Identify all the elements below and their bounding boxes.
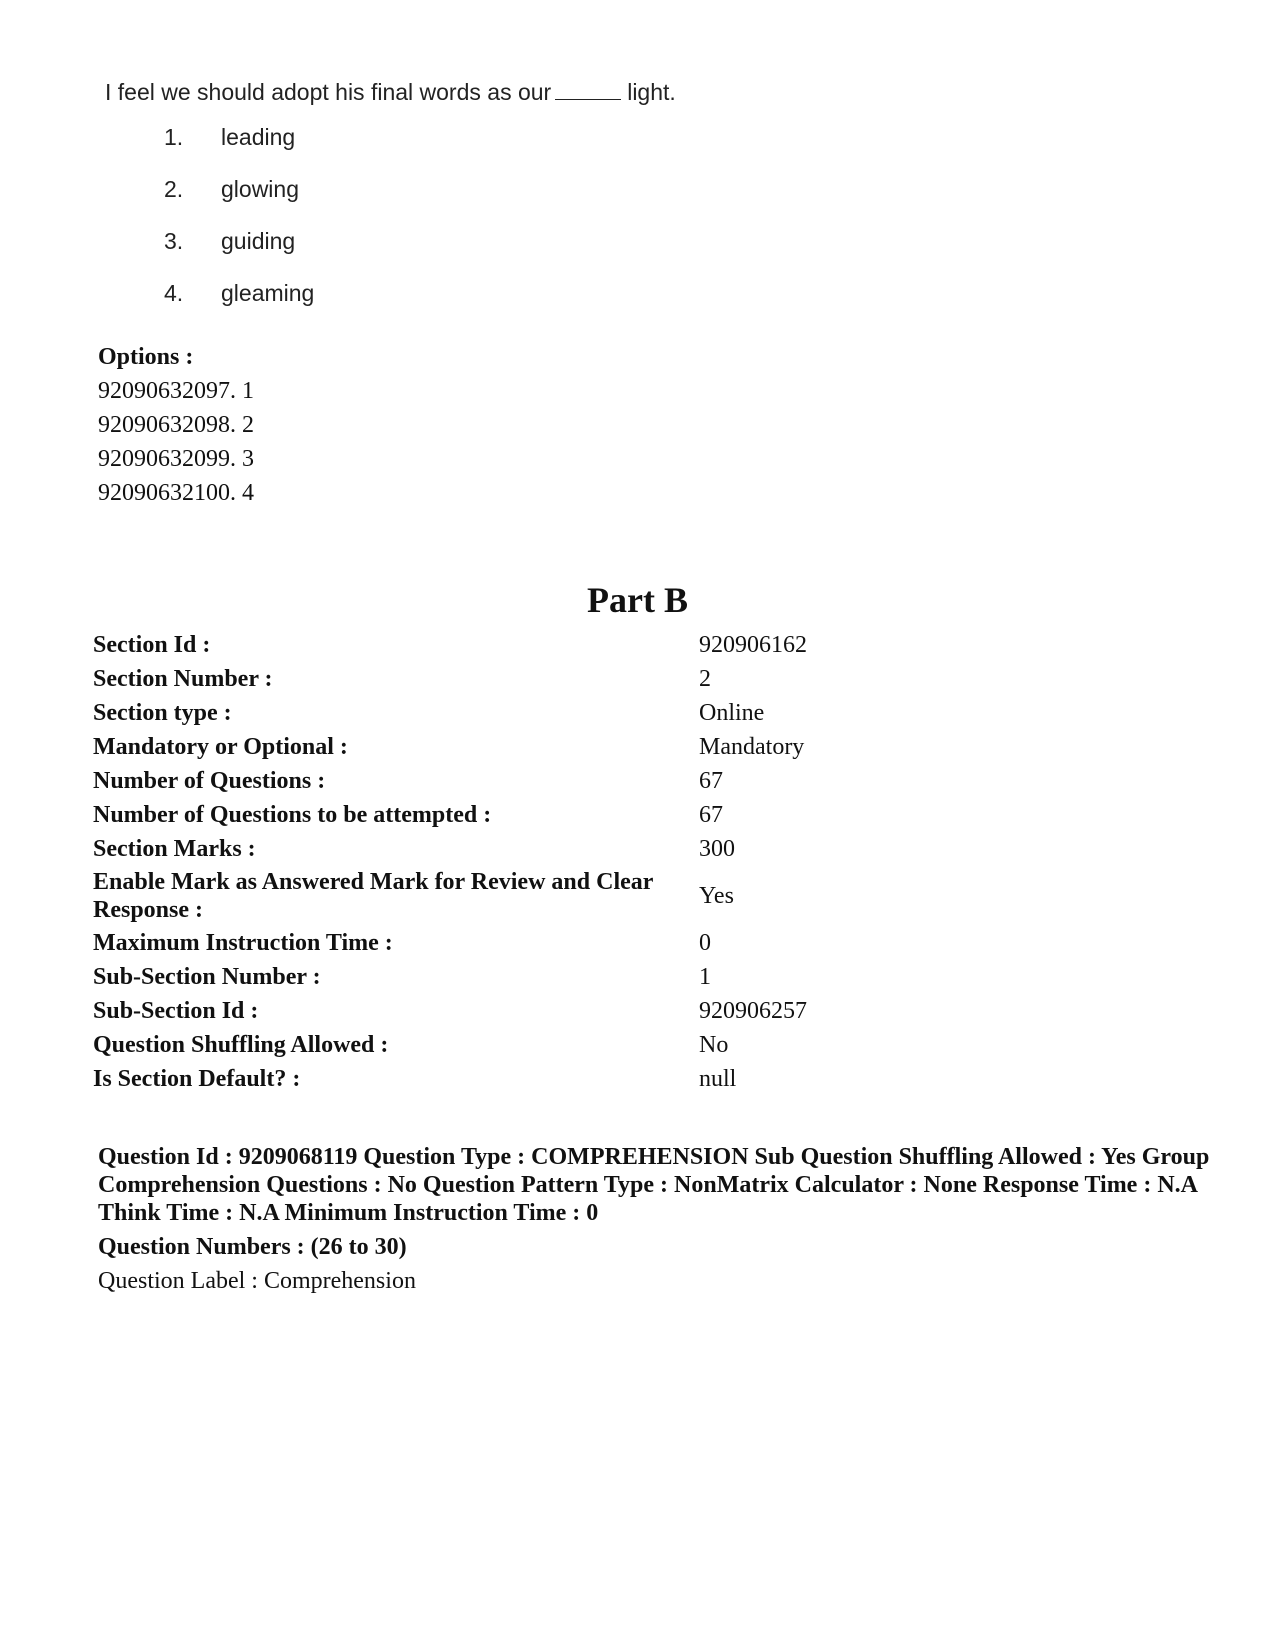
- table-row: [93, 764, 807, 798]
- table-row: [93, 1028, 807, 1062]
- choice-number: 4.: [164, 280, 184, 306]
- row-label: Mandatory or Optional :: [93, 734, 348, 760]
- choice-item: [105, 174, 805, 226]
- choice-item: [105, 226, 805, 278]
- choice-text: glowing: [221, 176, 299, 202]
- row-value: 920906257: [699, 998, 807, 1024]
- part-title: Part B: [587, 580, 688, 620]
- choice-text: guiding: [221, 228, 296, 254]
- row-label: Sub-Section Number :: [93, 964, 321, 990]
- section-details-table: [93, 628, 807, 1096]
- table-row: [93, 832, 807, 866]
- row-value: Yes: [699, 883, 734, 909]
- choice-list: [105, 122, 805, 330]
- choice-number: 3.: [164, 228, 184, 254]
- table-row: [93, 1062, 807, 1096]
- table-row: [93, 926, 807, 960]
- row-value: Online: [699, 700, 765, 726]
- choice-number: 1.: [164, 124, 184, 150]
- row-value: 920906162: [699, 632, 807, 658]
- row-label: Sub-Section Id :: [93, 998, 259, 1024]
- question-stem-start: I feel we should adopt his final words as our: [105, 79, 552, 105]
- choice-item: [105, 122, 805, 174]
- choice-number: 2.: [164, 176, 184, 202]
- choice-item: [105, 278, 805, 330]
- table-row: [93, 798, 807, 832]
- options-block: [98, 340, 254, 510]
- row-value: null: [699, 1066, 737, 1092]
- table-row: [93, 696, 807, 730]
- option-item: 92090632098. 2: [98, 412, 254, 438]
- row-value: 67: [699, 768, 723, 794]
- question-numbers: Question Numbers : (26 to 30): [98, 1234, 407, 1260]
- question-image: [105, 72, 805, 330]
- row-label: Number of Questions :: [93, 768, 326, 794]
- row-value: No: [699, 1032, 729, 1058]
- choice-text: leading: [221, 124, 296, 150]
- question-stem: [105, 72, 805, 112]
- option-item: 92090632100. 4: [98, 480, 254, 506]
- row-label: Question Shuffling Allowed :: [93, 1032, 389, 1058]
- table-row: [93, 628, 807, 662]
- answer-blank: [555, 79, 621, 100]
- row-label: Maximum Instruction Time :: [93, 930, 393, 956]
- question-label: Question Label : Comprehension: [98, 1268, 416, 1294]
- row-label: Section Number :: [93, 666, 273, 692]
- row-value: 67: [699, 802, 723, 828]
- row-label: Section Id :: [93, 632, 211, 658]
- row-label: Number of Questions to be attempted :: [93, 802, 492, 828]
- table-row: [93, 730, 807, 764]
- option-item: 92090632099. 3: [98, 446, 254, 472]
- row-label: Section Marks :: [93, 836, 256, 862]
- question-stem-end: light.: [627, 79, 676, 105]
- table-row: [93, 866, 807, 926]
- option-item: 92090632097. 1: [98, 378, 254, 404]
- row-value: 1: [699, 964, 711, 990]
- table-row: [93, 994, 807, 1028]
- options-heading: Options :: [98, 344, 194, 370]
- table-row: [93, 960, 807, 994]
- row-value: 2: [699, 666, 711, 692]
- question-meta: Question Id : 9209068119 Question Type : COMPREHENSION Sub Question Shuffling Allowed : Yes Group Comprehension Questions : No Question Pattern Type : NonMatrix Calculator : None Response Time : N.A Think Time : N.A Minimum Instruction Time : 0: [98, 1144, 1210, 1226]
- table-row: [93, 662, 807, 696]
- row-value: Mandatory: [699, 734, 805, 760]
- row-label: Is Section Default? :: [93, 1066, 301, 1092]
- choice-text: gleaming: [221, 280, 315, 306]
- row-label: Section type :: [93, 700, 232, 726]
- row-label: Enable Mark as Answered Mark for Review and Clear Response :: [93, 869, 653, 923]
- row-value: 0: [699, 930, 711, 956]
- row-value: 300: [699, 836, 735, 862]
